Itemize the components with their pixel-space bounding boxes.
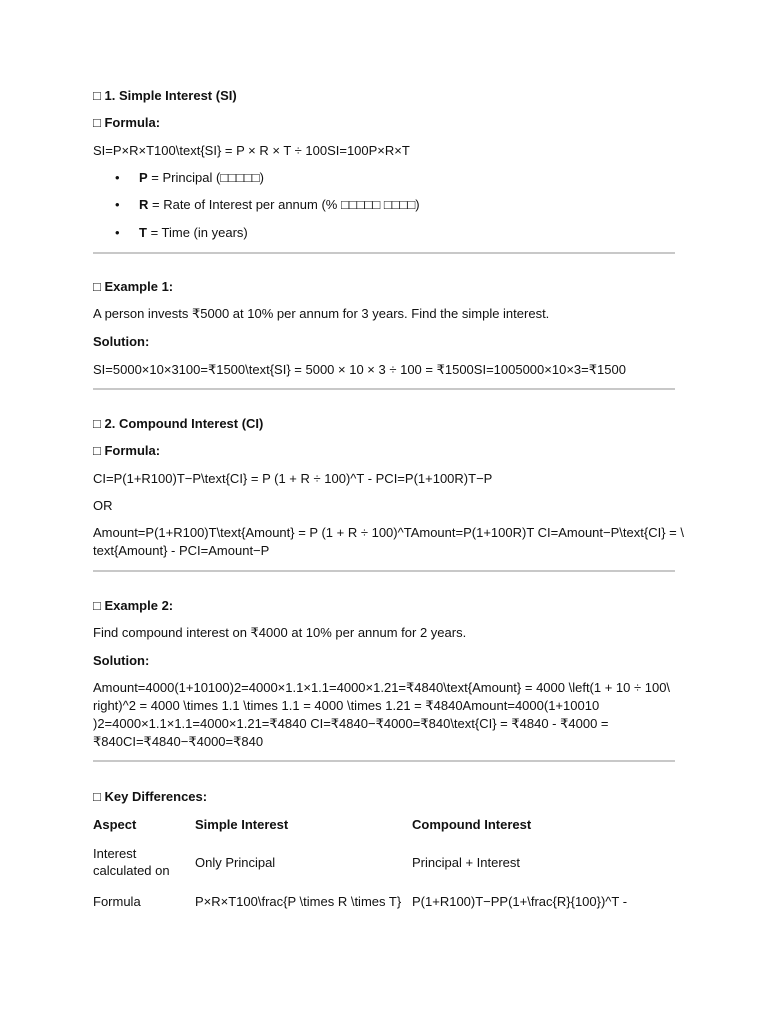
- missing-glyph-icon: □: [93, 443, 101, 458]
- si-heading: □ 1. Simple Interest (SI): [93, 88, 237, 103]
- differences-table: [93, 814, 632, 912]
- missing-glyph-icon: □: [93, 789, 101, 804]
- table-row: [93, 834, 632, 890]
- table-cell-ci: Principal + Interest: [412, 854, 521, 870]
- table-cell-aspect: Interest calculated on: [93, 846, 170, 878]
- divider: [93, 388, 675, 390]
- column-header: Compound Interest: [412, 816, 532, 832]
- column-header: Aspect: [93, 816, 137, 832]
- divider: [93, 252, 675, 254]
- ex1-question: A person invests ₹5000 at 10% per annum for 3 years. Find the simple interest.: [93, 306, 550, 321]
- missing-glyph-icon: □: [93, 598, 101, 613]
- bullet-time: T = Time (in years): [139, 225, 248, 240]
- bullet-dot: •: [115, 197, 120, 212]
- divider: [93, 760, 675, 762]
- ex1-heading: □ Example 1:: [93, 279, 174, 294]
- bullet-dot: •: [115, 170, 120, 185]
- column-header: Simple Interest: [195, 816, 289, 832]
- diff-heading: □ Key Differences:: [93, 789, 208, 804]
- ex2-question: Find compound interest on ₹4000 at 10% per annum for 2 years.: [93, 625, 467, 640]
- ex2-solution-line-2: right)^2 = 4000 \times 1.1 \times 1.1 = 4000 \times 1.21 = ₹4840Amount=4000(1+10010: [93, 698, 600, 713]
- table-cell-si: Only Principal: [195, 854, 276, 870]
- ci-amount-line-1: Amount=P(1+R100)T\text{Amount} = P (1 + R ÷ 100)^TAmount=P(1+100R)T CI=Amount−P\text{CI} = \: [93, 525, 684, 540]
- ex2-heading: □ Example 2:: [93, 598, 174, 613]
- table-cell-si: P×R×T100\frac{P \times R \times T}: [195, 893, 402, 909]
- table-header-row: [93, 814, 632, 834]
- table-cell-ci: P(1+R100)T−PP(1+\frac{R}{100})^T -: [412, 893, 628, 909]
- bullet-dot: •: [115, 225, 120, 240]
- ex2-solution-label: Solution:: [93, 653, 150, 668]
- si-formula: SI=P×R×T100\text{SI} = P × R × T ÷ 100SI=100P×R×T: [93, 143, 410, 158]
- missing-glyph-icon: □□□□□: [220, 170, 260, 185]
- ci-formula-label: □ Formula:: [93, 443, 161, 458]
- missing-glyph-icon: □: [93, 115, 101, 130]
- si-formula-label: □ Formula:: [93, 115, 161, 130]
- ci-heading: □ 2. Compound Interest (CI): [93, 416, 264, 431]
- ex2-solution-line-3: )2=4000×1.1×1.1=4000×1.21=₹4840 CI=₹4840−₹4000=₹840\text{CI} = ₹4840 - ₹4000 =: [93, 716, 609, 731]
- table-cell-aspect: Formula: [93, 893, 141, 909]
- ci-or: OR: [93, 498, 113, 513]
- bullet-rate: R = Rate of Interest per annum (% □□□□□ □□□□): [139, 197, 420, 212]
- missing-glyph-icon: □: [93, 88, 101, 103]
- ex2-solution-line-1: Amount=4000(1+10100)2=4000×1.1×1.1=4000×1.21=₹4840\text{Amount} = 4000 \left(1 + 10 ÷ 100\: [93, 680, 671, 695]
- table-row: [93, 890, 632, 912]
- missing-glyph-icon: □: [93, 416, 101, 431]
- ex2-solution-line-4: ₹840CI=₹4840−₹4000=₹840: [93, 734, 264, 749]
- bullet-principal: P = Principal (□□□□□): [139, 170, 264, 185]
- ci-formula: CI=P(1+R100)T−P\text{CI} = P (1 + R ÷ 100)^T - PCI=P(1+100R)T−P: [93, 471, 493, 486]
- ex1-solution-label: Solution:: [93, 334, 150, 349]
- ex1-solution: SI=5000×10×3100=₹1500\text{SI} = 5000 × 10 × 3 ÷ 100 = ₹1500SI=1005000×10×3=₹1500: [93, 362, 626, 377]
- missing-glyph-icon: □□□□□ □□□□: [340, 197, 416, 212]
- ci-amount-line-2: text{Amount} - PCI=Amount−P: [93, 543, 270, 558]
- divider: [93, 570, 675, 572]
- missing-glyph-icon: □: [93, 279, 101, 294]
